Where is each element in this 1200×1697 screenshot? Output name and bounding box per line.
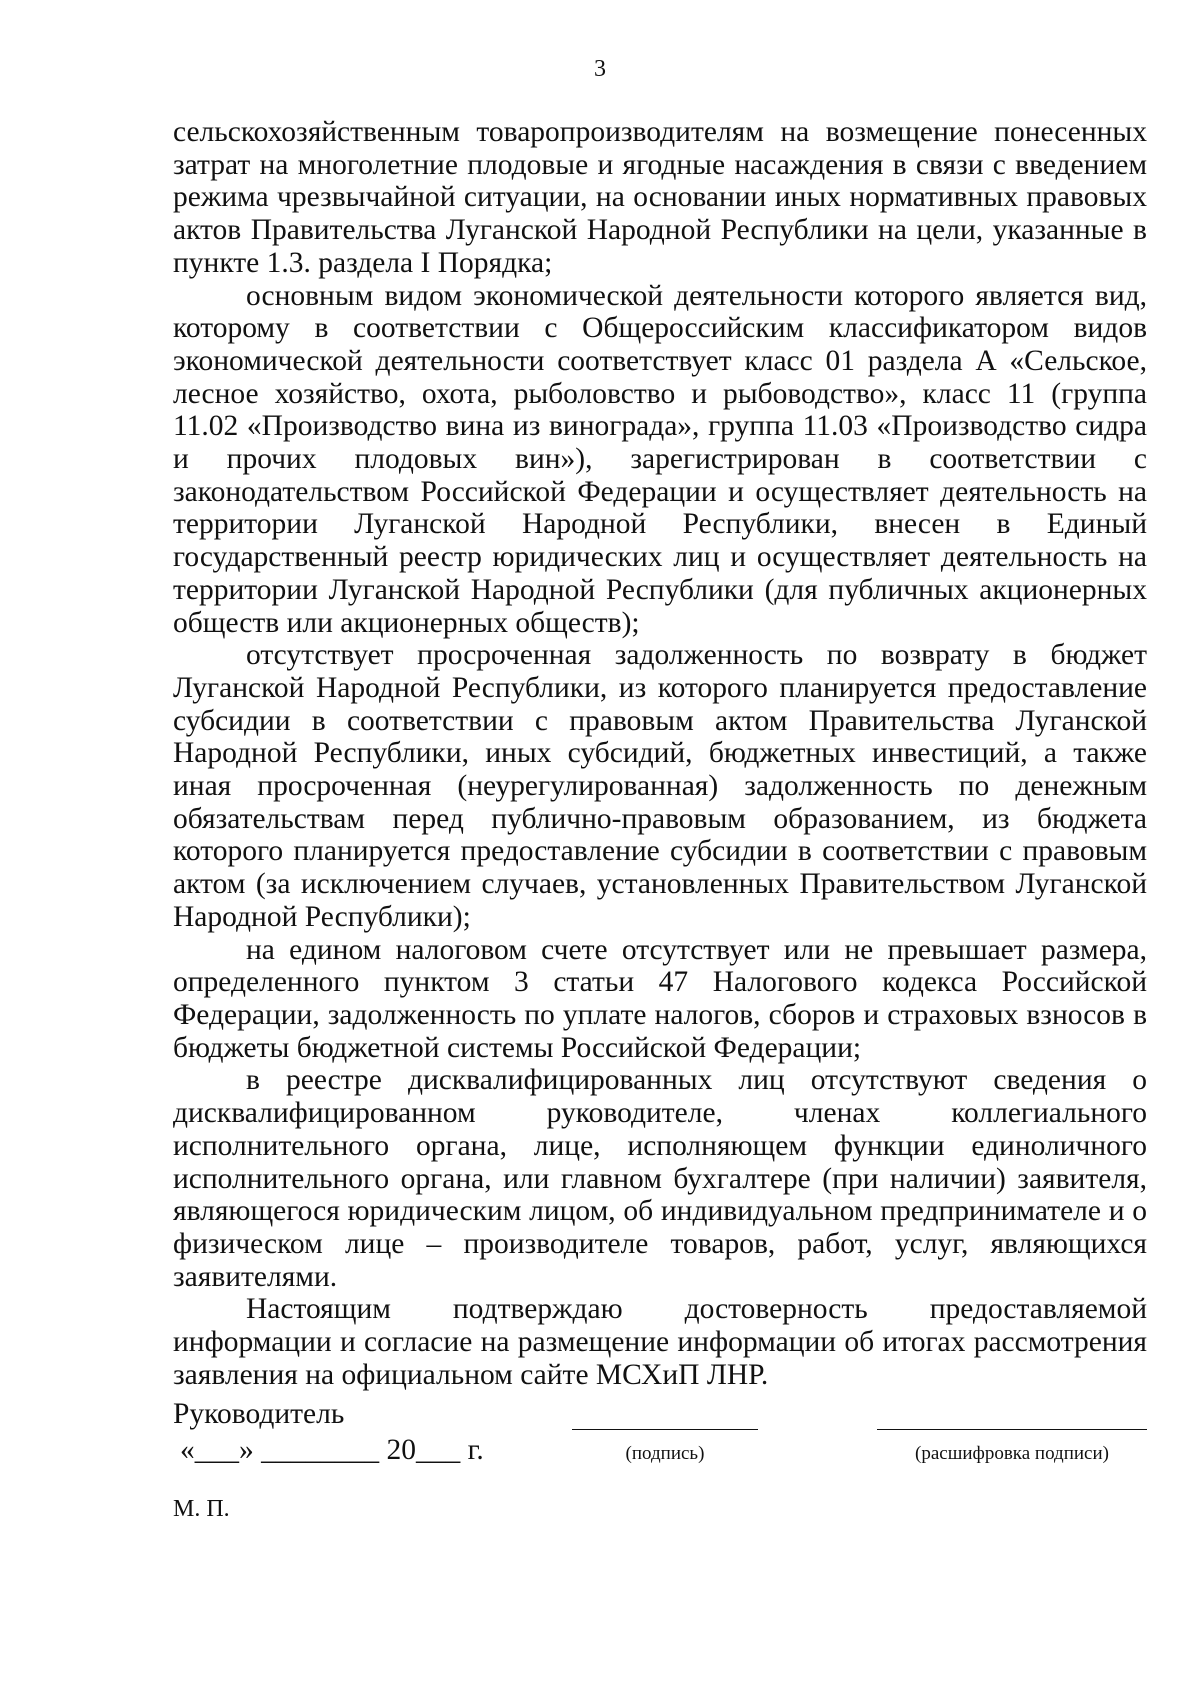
paragraph-economic-activity: основным видом экономической деятельности которого является вид, которому в соответствии с Общероссийским классификатором видов экономической деятельности соответствует класс 01 раздела А «Сельское, лесное хозяйство, охота, рыболовство и рыбоводство», класс 11 (группа 11.02 «Производство вина из винограда», группа 11.03 «Производство сидра и прочих плодовых вин»), зарегистрирован в соответствии с законодательством Российской Федерации и осуществляет деятельность на территории Луганской Народной Республики, внесен в Единый государственный реестр юридических лиц и осуществляет деятельность на территории Луганской Народной Республики (для публичных акционерных обществ или акционерных обществ);: [173, 279, 1147, 639]
paragraph-tax-account: на едином налоговом счете отсутствует или не превышает размера, определенного пунктом 3 статьи 47 Налогового кодекса Российской Федерации, задолженность по уплате налогов, сборов и страховых взносов в бюджеты бюджетной системы Российской Федерации;: [173, 933, 1147, 1064]
paragraph-continuation: сельскохозяйственным товаропроизводителям на возмещение понесенных затрат на многолетние плодовые и ягодные насаждения в связи с введением режима чрезвычайной ситуации, на основании иных нормативных правовых актов Правительства Луганской Народной Республики на цели, указанные в пункте 1.3. раздела I Порядка;: [173, 116, 1147, 279]
signature-line: [572, 1429, 758, 1430]
paragraph-disqualified-registry: в реестре дисквалифицированных лиц отсутствуют сведения о дисквалифицированном руководителе, членах коллегиального исполнительного органа, лице, исполняющем функции единоличного исполнительного органа, или главном бухгалтере (при наличии) заявителя, являющегося юридическим лицом, об индивидуальном предпринимателе и о физическом лице – производителе товаров, работ, услуг, являющихся заявителями.: [173, 1064, 1147, 1293]
paragraph-no-overdue-debt: отсутствует просроченная задолженность по возврату в бюджет Луганской Народной Республики, из которого планируется предоставление субсидии в соответствии с правовым актом Правительства Луганской Народной Республики, иных субсидий, бюджетных инвестиций, а также иная просроченная (неурегулированная) задолженность по денежным обязательствам перед публично-правовым образованием, из бюджета которого планируется предоставление субсидии в соответствии с правовым актом (за исключением случаев, установленных Правительством Луганской Народной Республики);: [173, 639, 1147, 933]
signature-caption: (подпись): [625, 1443, 705, 1464]
signature-decoding-line: [877, 1429, 1147, 1430]
stamp-place-label: М. П.: [173, 1496, 230, 1522]
signature-decoding-caption: (расшифровка подписи): [915, 1443, 1109, 1464]
signatory-position: Руководитель: [173, 1398, 345, 1430]
paragraph-confirmation: Настоящим подтверждаю достоверность предоставляемой информации и согласие на размещение информации об итогах рассмотрения заявления на официальном сайте МСХиП ЛНР.: [173, 1293, 1147, 1391]
page-number: 3: [594, 56, 606, 82]
signature-date-field: «___» ________ 20___ г.: [180, 1434, 484, 1466]
